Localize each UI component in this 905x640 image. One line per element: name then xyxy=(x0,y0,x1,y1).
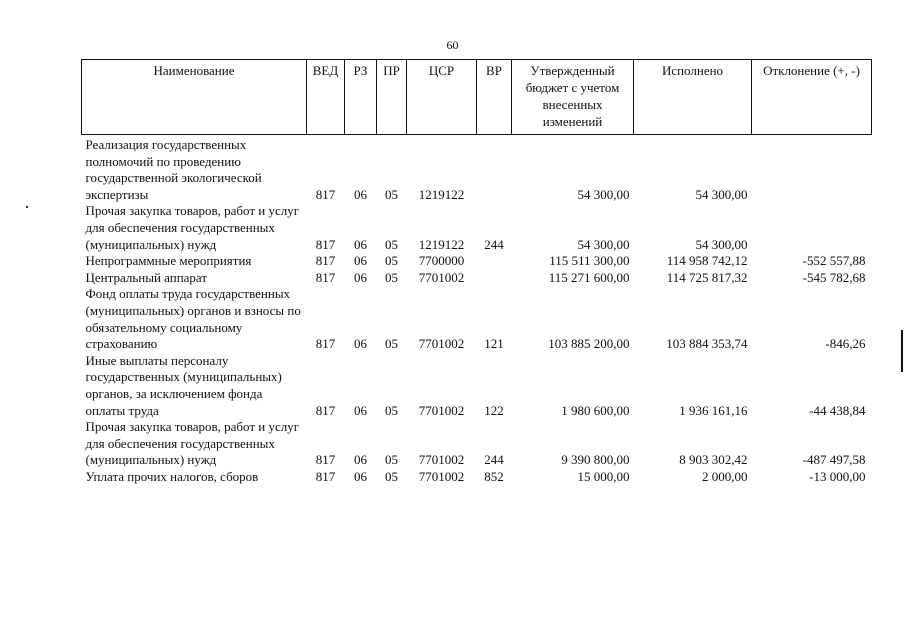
cell-ved: 817 xyxy=(315,452,336,468)
cell-rz: 06 xyxy=(354,452,367,468)
table-row xyxy=(82,353,872,419)
cell-rz: 06 xyxy=(354,186,367,202)
cell-csr: 7701002 xyxy=(418,336,465,352)
cell-approved: 103 885 200,00 xyxy=(548,336,630,352)
cell-ved: 817 xyxy=(315,253,336,269)
header-pr: ПР xyxy=(377,60,407,135)
cell-approved: 15 000,00 xyxy=(577,468,630,484)
cell-approved: 1 980 600,00 xyxy=(561,402,630,418)
cell-name: Прочая закупка товаров, работ и услуг для обеспечения государственных (муниципальных) нужд xyxy=(85,419,300,468)
cell-name: Прочая закупка товаров, работ и услуг для обеспечения государственных (муниципальных) нужд xyxy=(85,203,300,252)
cell-rz: 06 xyxy=(354,269,367,285)
cell-pr: 05 xyxy=(385,186,398,202)
scan-speck xyxy=(26,206,28,208)
cell-rz: 06 xyxy=(354,468,367,484)
header-vr: ВР xyxy=(477,60,512,135)
cell-approved: 115 271 600,00 xyxy=(548,269,630,285)
table-row xyxy=(82,270,872,287)
cell-rz: 06 xyxy=(354,253,367,269)
header-rz: РЗ xyxy=(345,60,377,135)
cell-approved: 115 511 300,00 xyxy=(549,253,630,269)
table-body xyxy=(82,135,872,486)
cell-pr: 05 xyxy=(385,402,398,418)
cell-executed: 114 725 817,32 xyxy=(666,269,748,285)
cell-executed: 54 300,00 xyxy=(695,236,748,252)
cell-vr: 244 xyxy=(484,452,504,468)
header-name: Наименование xyxy=(82,60,307,135)
cell-executed: 54 300,00 xyxy=(695,186,748,202)
budget-execution-table xyxy=(81,59,872,485)
cell-deviation: -846,26 xyxy=(825,336,866,352)
cell-deviation: -13 000,00 xyxy=(809,468,866,484)
cell-pr: 05 xyxy=(385,253,398,269)
cell-ved: 817 xyxy=(315,186,336,202)
header-deviation: Отклонение (+, -) xyxy=(752,60,872,135)
scan-edge-mark xyxy=(901,330,903,372)
cell-csr: 1219122 xyxy=(418,186,465,202)
cell-executed: 1 936 161,16 xyxy=(679,402,748,418)
cell-executed: 2 000,00 xyxy=(702,468,748,484)
cell-csr: 7701002 xyxy=(418,269,465,285)
cell-deviation xyxy=(752,203,872,253)
cell-executed: 114 958 742,12 xyxy=(666,253,748,269)
header-ved: ВЕД xyxy=(307,60,345,135)
cell-pr: 05 xyxy=(385,336,398,352)
cell-name: Фонд оплаты труда государственных (муниципальных) органов и взносы по обязательному социальному страхованию xyxy=(85,286,301,352)
cell-csr: 7701002 xyxy=(418,452,465,468)
cell-deviation: -44 438,84 xyxy=(809,402,866,418)
cell-vr: 852 xyxy=(484,468,504,484)
table-row xyxy=(82,135,872,204)
cell-deviation xyxy=(752,135,872,204)
cell-vr xyxy=(477,253,512,270)
cell-pr: 05 xyxy=(385,269,398,285)
cell-approved: 54 300,00 xyxy=(577,186,630,202)
cell-executed: 8 903 302,42 xyxy=(679,452,748,468)
cell-csr: 7700000 xyxy=(418,253,465,269)
cell-vr: 121 xyxy=(484,336,504,352)
cell-vr: 122 xyxy=(484,402,504,418)
cell-ved: 817 xyxy=(315,468,336,484)
cell-pr: 05 xyxy=(385,452,398,468)
table-header xyxy=(82,60,872,135)
table-row xyxy=(82,419,872,469)
cell-csr: 7701002 xyxy=(418,468,465,484)
cell-pr: 05 xyxy=(385,468,398,484)
cell-deviation: -552 557,88 xyxy=(802,253,866,269)
cell-pr: 05 xyxy=(385,236,398,252)
cell-csr: 7701002 xyxy=(418,402,465,418)
header-executed: Исполнено xyxy=(634,60,752,135)
table-row xyxy=(82,203,872,253)
cell-vr: 244 xyxy=(484,236,504,252)
cell-vr xyxy=(477,135,512,204)
cell-name: Иные выплаты персоналу государственных (муниципальных) органов, за исключением фонда оплаты труда xyxy=(85,352,282,418)
cell-ved: 817 xyxy=(315,402,336,418)
cell-approved: 9 390 800,00 xyxy=(561,452,630,468)
cell-name: Уплата прочих налогов, сборов xyxy=(85,468,259,484)
cell-csr: 1219122 xyxy=(418,236,465,252)
cell-ved: 817 xyxy=(315,336,336,352)
cell-rz: 06 xyxy=(354,236,367,252)
header-csr: ЦСР xyxy=(407,60,477,135)
cell-deviation: -487 497,58 xyxy=(802,452,866,468)
cell-executed: 103 884 353,74 xyxy=(666,336,748,352)
cell-name: Непрограммные мероприятия xyxy=(85,253,252,269)
cell-name: Центральный аппарат xyxy=(85,269,208,285)
cell-deviation: -545 782,68 xyxy=(802,269,866,285)
cell-vr xyxy=(477,270,512,287)
table-row xyxy=(82,469,872,486)
cell-rz: 06 xyxy=(354,402,367,418)
cell-name: Реализация государственных полномочий по проведению государственной экологической экспертизы xyxy=(85,137,262,202)
header-approved: Утвержденный бюджет с учетом внесенных изменений xyxy=(512,60,634,135)
table-row xyxy=(82,253,872,270)
cell-ved: 817 xyxy=(315,269,336,285)
cell-approved: 54 300,00 xyxy=(577,236,630,252)
table-row xyxy=(82,286,872,352)
page-number: 60 xyxy=(446,38,459,52)
cell-rz: 06 xyxy=(354,336,367,352)
cell-ved: 817 xyxy=(315,236,336,252)
